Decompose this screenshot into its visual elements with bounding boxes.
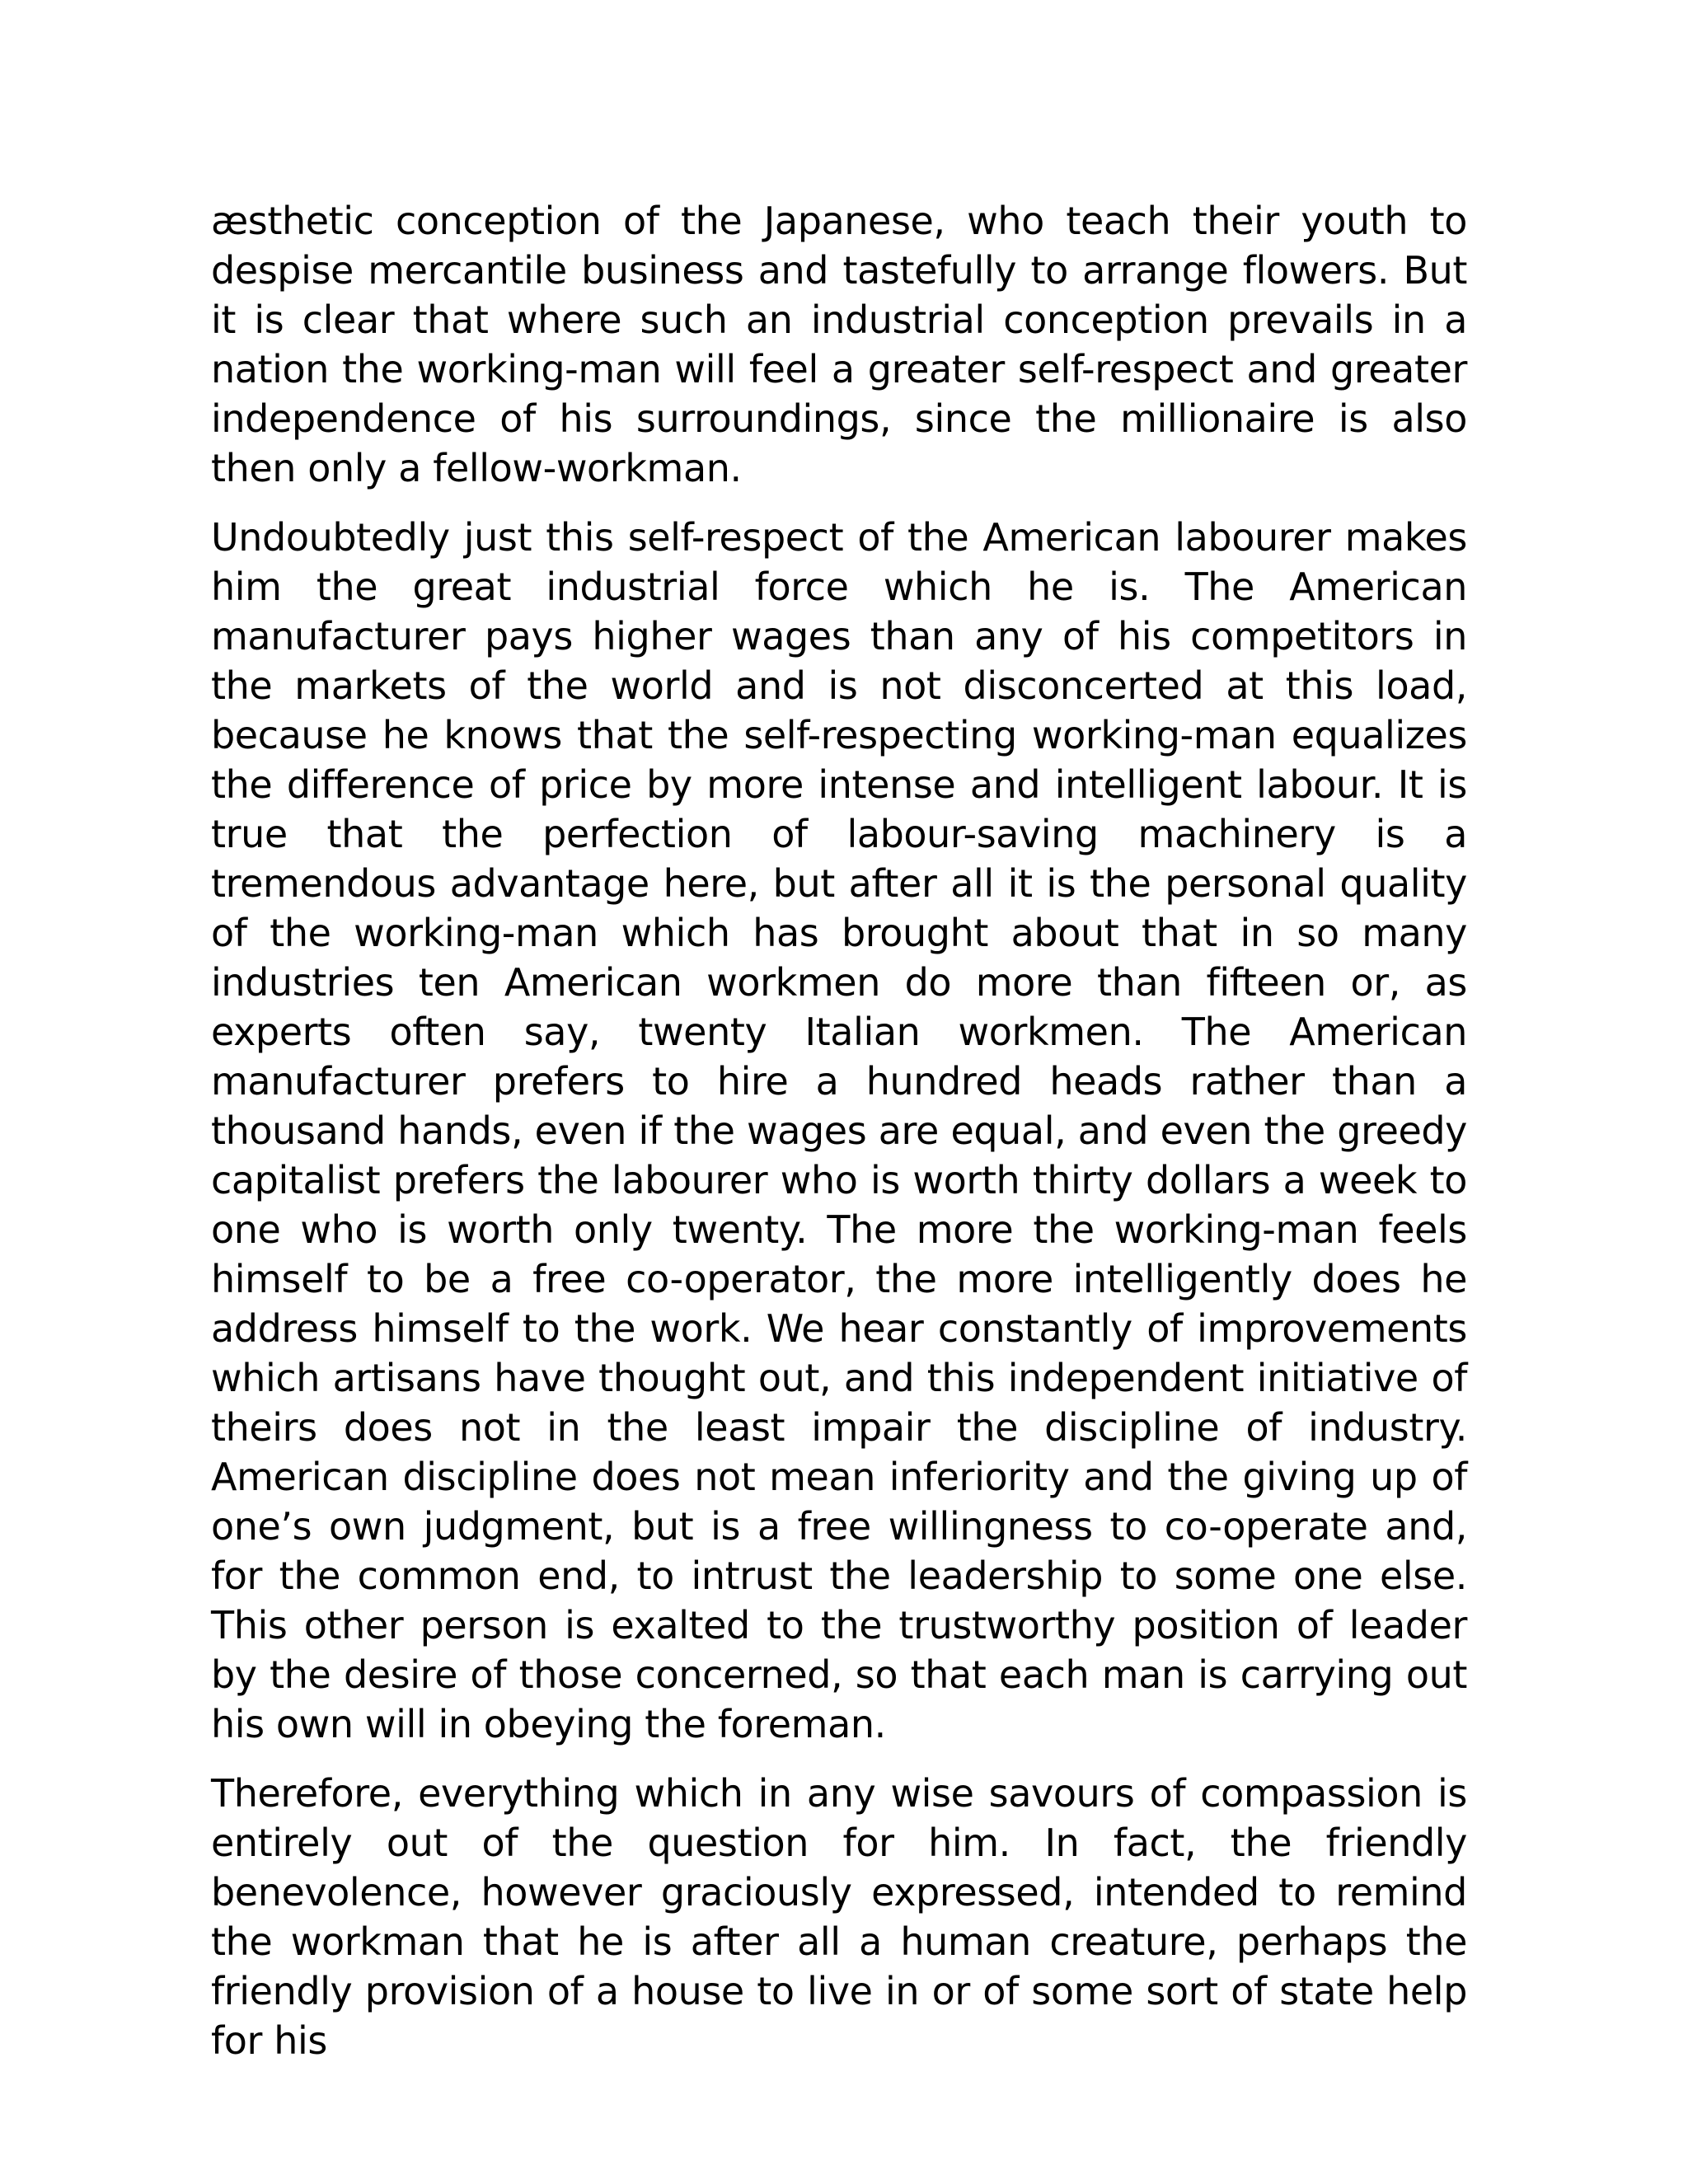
paragraph-2: Undoubtedly just this self-respect of the American labourer makes him the great industrial force which he is. The American manufacturer pays higher wages than any of his competitors in the markets of the world and is not disconcerted at this load, because he knows that the self-respecting working-man equalizes the difference of price by more intense and intelligent labour. It is true that the perfection of labour-saving machinery is a tremendous advantage here, but after all it is the personal quality of the working-man which has brought about that in so many industries ten American workmen do more than fifteen or, as experts often say, twenty Italian workmen. The American manufacturer prefers to hire a hundred heads rather than a thousand hands, even if the wages are equal, and even the greedy capitalist prefers the labourer who is worth thirty dollars a week to one who is worth only twenty. The more the working-man feels himself to be a free co-operator, the more intelligently does he address himself to the work. We hear constantly of improvements which artisans have thought out, and this independent initiative of theirs does not in the least impair the discipline of industry. American discipline does not mean inferiority and the giving up of one’s own judgment, but is a free willingness to co-operate and, for the common end, to intrust the leadership to some one else. This other person is exalted to the trustworthy position of leader by the desire of those concerned, so that each man is carrying out his own will in obeying the foreman. [211, 515, 1467, 1746]
paragraph-3: Therefore, everything which in any wise savours of compassion is entirely out of the question for him. In fact, the friendly benevolence, however graciously expressed, intended to remind the workman that he is after all a human creature, perhaps the friendly provision of a house to live in or of some sort of state help for his [211, 1771, 1467, 2063]
paragraph-1: æsthetic conception of the Japanese, who teach their youth to despise mercantile business and tastefully to arrange flowers. But it is clear that where such an industrial conception prevails in a nation the working-man will feel a greater self-respect and greater independence of his surroundings, since the millionaire is also then only a fellow-workman. [211, 199, 1467, 490]
body-text [211, 196, 1467, 2065]
